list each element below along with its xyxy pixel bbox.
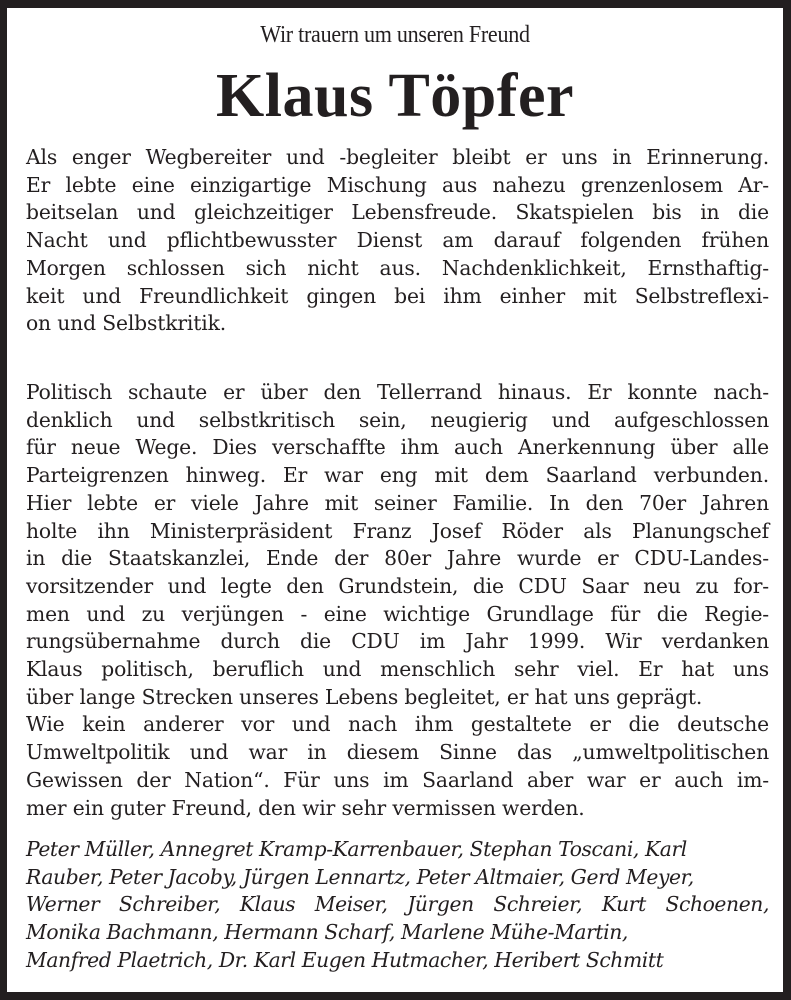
text-line: vorsitzender und legte den Grundstein, die CDU Saar neu zu for- (26, 573, 769, 598)
text-line: Klaus politisch, beruflich und menschlich sehr viel. Er hat uns (26, 657, 769, 682)
text-line: holte ihn Ministerpräsident Franz Josef Röder als Planungschef (26, 518, 769, 543)
deceased-name: Klaus Töpfer (216, 62, 574, 130)
text-line: Hier lebte er viele Jahre mit seiner Familie. In den 70er Jahren (26, 490, 769, 515)
text-line: Er lebte eine einzigartige Mischung aus nahezu grenzenlosem Ar- (26, 172, 769, 197)
signers-line: Werner Schreiber, Klaus Meiser, Jürgen Schreier, Kurt Schoenen, (26, 892, 769, 917)
obituary-notice (7, 8, 783, 992)
text-line: für neue Wege. Dies verschaffte ihm auch Anerkennung über alle (26, 435, 769, 460)
text-line: denklich und selbstkritisch sein, neugierig und aufgeschlossen (26, 407, 769, 432)
signers-line: Peter Müller, Annegret Kramp-Karrenbauer, Stephan Toscani, Karl (26, 837, 687, 861)
signers-list (26, 836, 769, 975)
signers-line: Manfred Plaetrich, Dr. Karl Eugen Hutmacher, Heribert Schmitt (26, 947, 664, 972)
text-line: Politisch schaute er über den Tellerrand hinaus. Er konnte nach- (26, 380, 769, 404)
text-line: Nacht und pflichtbewusster Dienst am darauf folgenden frühen (26, 228, 769, 253)
text-line: in die Staatskanzlei, Ende der 80er Jahre wurde er CDU-Landes- (26, 546, 769, 571)
text-line: Wie kein anderer vor und nach ihm gestaltete er die deutsche (26, 712, 769, 737)
text-line: Parteigrenzen hinweg. Er war eng mit dem Saarland verbunden. (26, 463, 769, 488)
paragraph-politics (26, 379, 769, 822)
text-line: über lange Strecken unseres Lebens begleitet, er hat uns geprägt. (26, 684, 703, 709)
text-line: Umweltpolitik und war in diesem Sinne das „umweltpolitischen (26, 740, 769, 765)
text-line: beitselan und gleichzeitiger Lebensfreude. Skatspielen bis in die (26, 200, 769, 225)
signers-line: Monika Bachmann, Hermann Scharf, Marlene Mühe-Martin, (26, 920, 628, 945)
intro-line: Wir trauern um unseren Freund (260, 22, 530, 48)
text-line: rungsübernahme durch die CDU im Jahr 1999. Wir verdanken (26, 629, 769, 654)
text-line: on und Selbstkritik. (26, 311, 227, 336)
paragraph-memory (26, 144, 769, 338)
text-line: mer ein guter Freund, den wir sehr vermissen werden. (26, 795, 585, 820)
signers-line: Rauber, Peter Jacoby, Jürgen Lennartz, Peter Altmaier, Gerd Meyer, (26, 864, 694, 889)
text-line: Morgen schlossen sich nicht aus. Nachdenklichkeit, Ernsthaftig- (26, 255, 769, 280)
text-line: Gewissen der Nation“. Für uns im Saarland aber war er auch im- (26, 767, 769, 792)
text-line: Als enger Wegbereiter und -begleiter bleibt er uns in Erinnerung. (26, 145, 769, 169)
text-line: men und zu verjüngen - eine wichtige Grundlage für die Regie- (26, 601, 769, 626)
text-line: keit und Freundlichkeit gingen bei ihm einher mit Selbstreflexi- (26, 283, 769, 308)
